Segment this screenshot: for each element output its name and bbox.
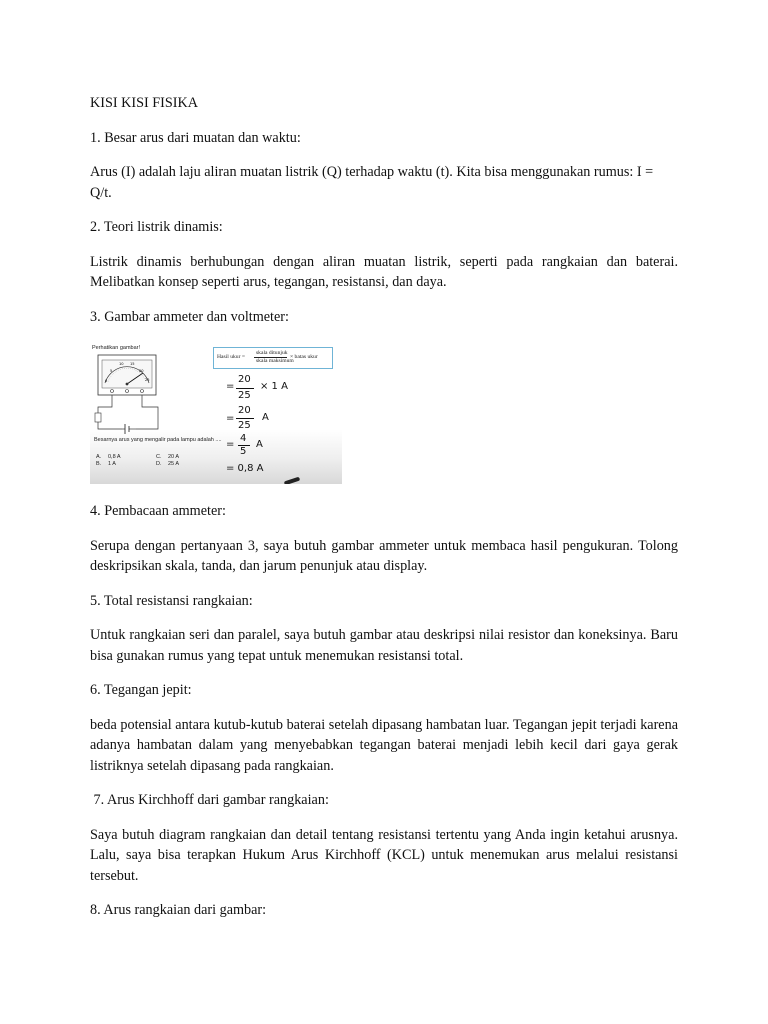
item-8-heading: 8. Arus rangkaian dari gambar: (90, 902, 267, 918)
ammeter-circuit-diagram (92, 351, 212, 451)
option-a-key: A. (96, 454, 102, 460)
scale-label-5: 5 (110, 369, 113, 373)
item-4-body: Serupa dengan pertanyaan 3, saya butuh gambar ammeter untuk membaca hasil pengukuran. Tolong deskripsikan skala, tanda, dan jarum penunjuk atau display. (90, 537, 678, 574)
figure-prompt: Perhatikan gambar! (92, 345, 140, 351)
formula-denominator: skala maksimum (256, 358, 294, 364)
item-6-body: beda potensial antara kutub-kutub baterai setelah dipasang hambatan luar. Tegangan jepit terjadi karena adanya hambatan dalam yang menyebabkan tegangan baterai menjadi lebih kecil dari gaya gerak listriknya setelah dipasang pada rangkaian. (90, 716, 678, 774)
item-1-body: Arus (I) adalah laju aliran muatan listrik (Q) terhadap waktu (t). Kita bisa menggunakan rumus: I = Q/t. (90, 164, 654, 201)
ammeter-figure: Perhatikan gambar! 0 5 10 15 20 25 Hasil ukur = skala ditunjuk skala maksimum × batas ukur = 20 25 × 1 A = 20 25 A = 4 5 A = 0,8 A Besarnya arus yang mengalir pada lampu adalah .... A. 0,8 A B. 1 A C. 20 A D. 25 A (90, 341, 342, 484)
formula-left: Hasil ukur = (217, 354, 246, 360)
scale-label-20: 20 (139, 369, 144, 373)
item-6-heading: 6. Tegangan jepit: (90, 682, 192, 698)
option-b-key: B. (96, 461, 102, 467)
work-line4: = 0,8 A (226, 463, 264, 474)
item-2-heading: 2. Teori listrik dinamis: (90, 219, 223, 235)
work-line1-denominator: 25 (238, 390, 251, 401)
work-line2-numerator: 20 (238, 405, 251, 416)
option-d-value: 25 A (168, 461, 180, 467)
option-d-key: D. (156, 461, 162, 467)
pen-mark (284, 477, 300, 484)
item-7-body: Saya butuh diagram rangkaian dan detail tentang resistansi tertentu yang Anda ingin ketahui arusnya. Lalu, saya bisa terapkan Hukum Arus Kirchhoff (KCL) untuk menemukan arus melalui resistansi tersebut. (90, 826, 678, 884)
option-c-key: C. (156, 454, 162, 460)
item-1-heading: 1. Besar arus dari muatan dan waktu: (90, 129, 301, 146)
item-4-heading: 4. Pembacaan ammeter: (90, 503, 226, 519)
work-line2-denominator: 25 (238, 420, 251, 431)
item-3-heading: 3. Gambar ammeter dan voltmeter: (90, 308, 289, 325)
formula-numerator: skala ditunjuk (256, 350, 288, 356)
option-c-value: 20 A (168, 454, 180, 460)
formula-right: × batas ukur (290, 354, 318, 360)
item-5-body: Untuk rangkaian seri dan paralel, saya butuh gambar atau deskripsi nilai resistor dan koneksinya. Baru bisa gunakan rumus yang tepat untuk menemukan resistansi total. (90, 627, 678, 664)
scale-label-0: 0 (105, 379, 108, 383)
option-b-value: 1 A (108, 461, 116, 467)
figure-question: Besarnya arus yang mengalir pada lampu adalah .... (94, 437, 222, 443)
item-5-heading: 5. Total resistansi rangkaian: (90, 592, 253, 609)
work-line1-numerator: 20 (238, 374, 251, 385)
document-page (90, 93, 678, 935)
work-line2-rest: A (262, 412, 269, 423)
work-line3-numerator: 4 (240, 433, 247, 444)
formula-box (213, 347, 333, 369)
work-line3-denominator: 5 (240, 446, 247, 457)
option-a-value: 0,8 A (108, 454, 121, 460)
scale-label-15: 15 (130, 362, 135, 366)
lamp-resistor (95, 413, 101, 422)
item-2-body: Listrik dinamis berhubungan dengan aliran muatan listrik, seperti pada rangkaian dan baterai. Melibatkan konsep seperti arus, tegangan, resistansi, dan daya. (90, 253, 678, 290)
scale-label-25: 25 (145, 378, 150, 382)
work-line1-rest: × 1 A (260, 381, 288, 392)
scale-label-10: 10 (119, 362, 124, 366)
item-7-heading: 7. Arus Kirchhoff dari gambar rangkaian: (90, 792, 329, 808)
work-line3-rest: A (256, 439, 263, 450)
document-title: KISI KISI FISIKA (90, 95, 198, 111)
